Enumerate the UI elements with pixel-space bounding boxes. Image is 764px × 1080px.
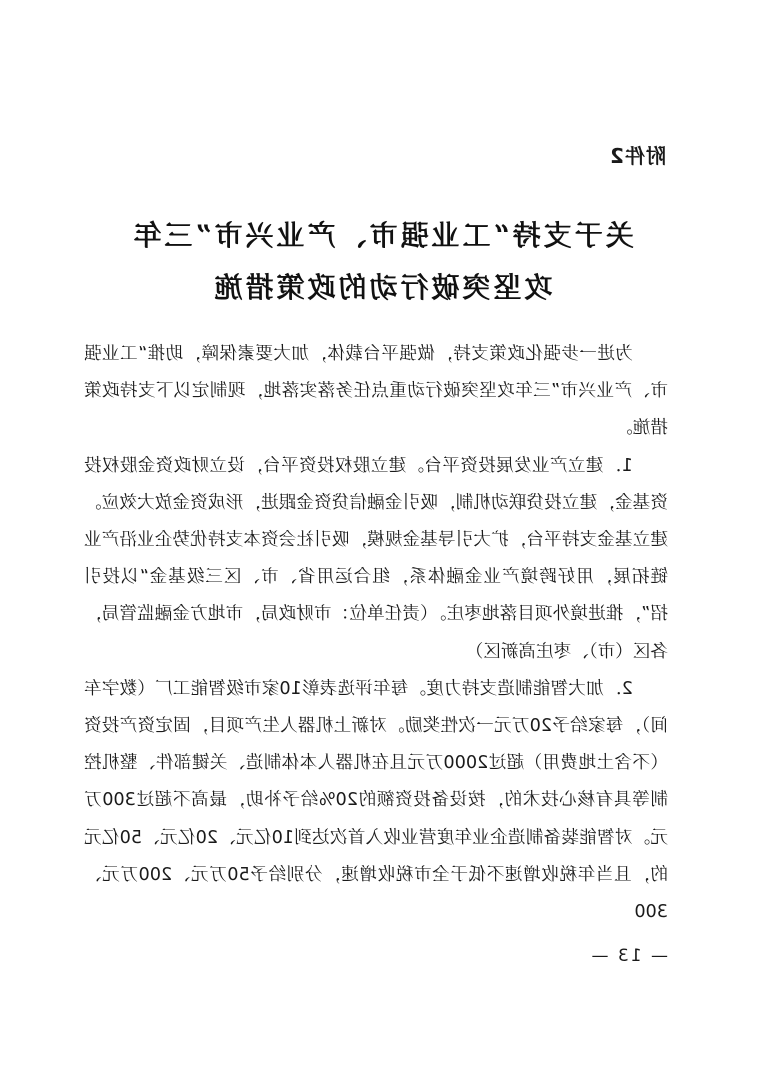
policy-item-2-paragraph: 2．加大智能制造支持力度。每年评选表彰10家市级智能工厂（数字车间），每家给予20万元一次性奖励。对新上机器人生产项目，固定资产投资（不含土地费用）超过2000万元且在机器人本体制造、关键部件、整机控制等具有核心技术的，按设备投资额的20%给予补助，最高不超过300万元。对智能装备制造企业年度营业收入首次达到10亿元、20亿元、50亿元的，且当年税收增速不低于全市税收增速，分别给予50万元、200万元、300 <box>84 678 668 923</box>
page-number: — 13 — <box>589 946 668 966</box>
document-title-line-2: 攻坚突破行动的政策措施 <box>211 271 553 304</box>
policy-item-1-paragraph: 1．建立产业发展投资平台。建立股权投资平台，设立财政资金股权投资基金，建立投贷联动机制，吸引金融信贷资金跟进，形成资金放大效应。建立基金支持平台，扩大引导基金规模，吸引社会资本支持优势企业沿产业链拓展，用好跨境产业金融体系，组合运用省、市、区三级基金“以投引招”，推进境外项目落地枣庄。（责任单位：市财政局，市地方金融监管局，各区（市）、枣庄高新区） <box>84 455 668 662</box>
document-body <box>84 336 668 931</box>
document-title-line-1: 关于支持“工业强市、产业兴市”三年 <box>130 219 634 252</box>
intro-paragraph: 为进一步强化政策支持，做强平台载体，加大要素保障，助推“工业强市、产业兴市”三年攻坚突破行动重点任务落实落地，现制定以下支持政策措施。 <box>84 344 668 439</box>
attachment-label: 附件2 <box>609 144 666 168</box>
